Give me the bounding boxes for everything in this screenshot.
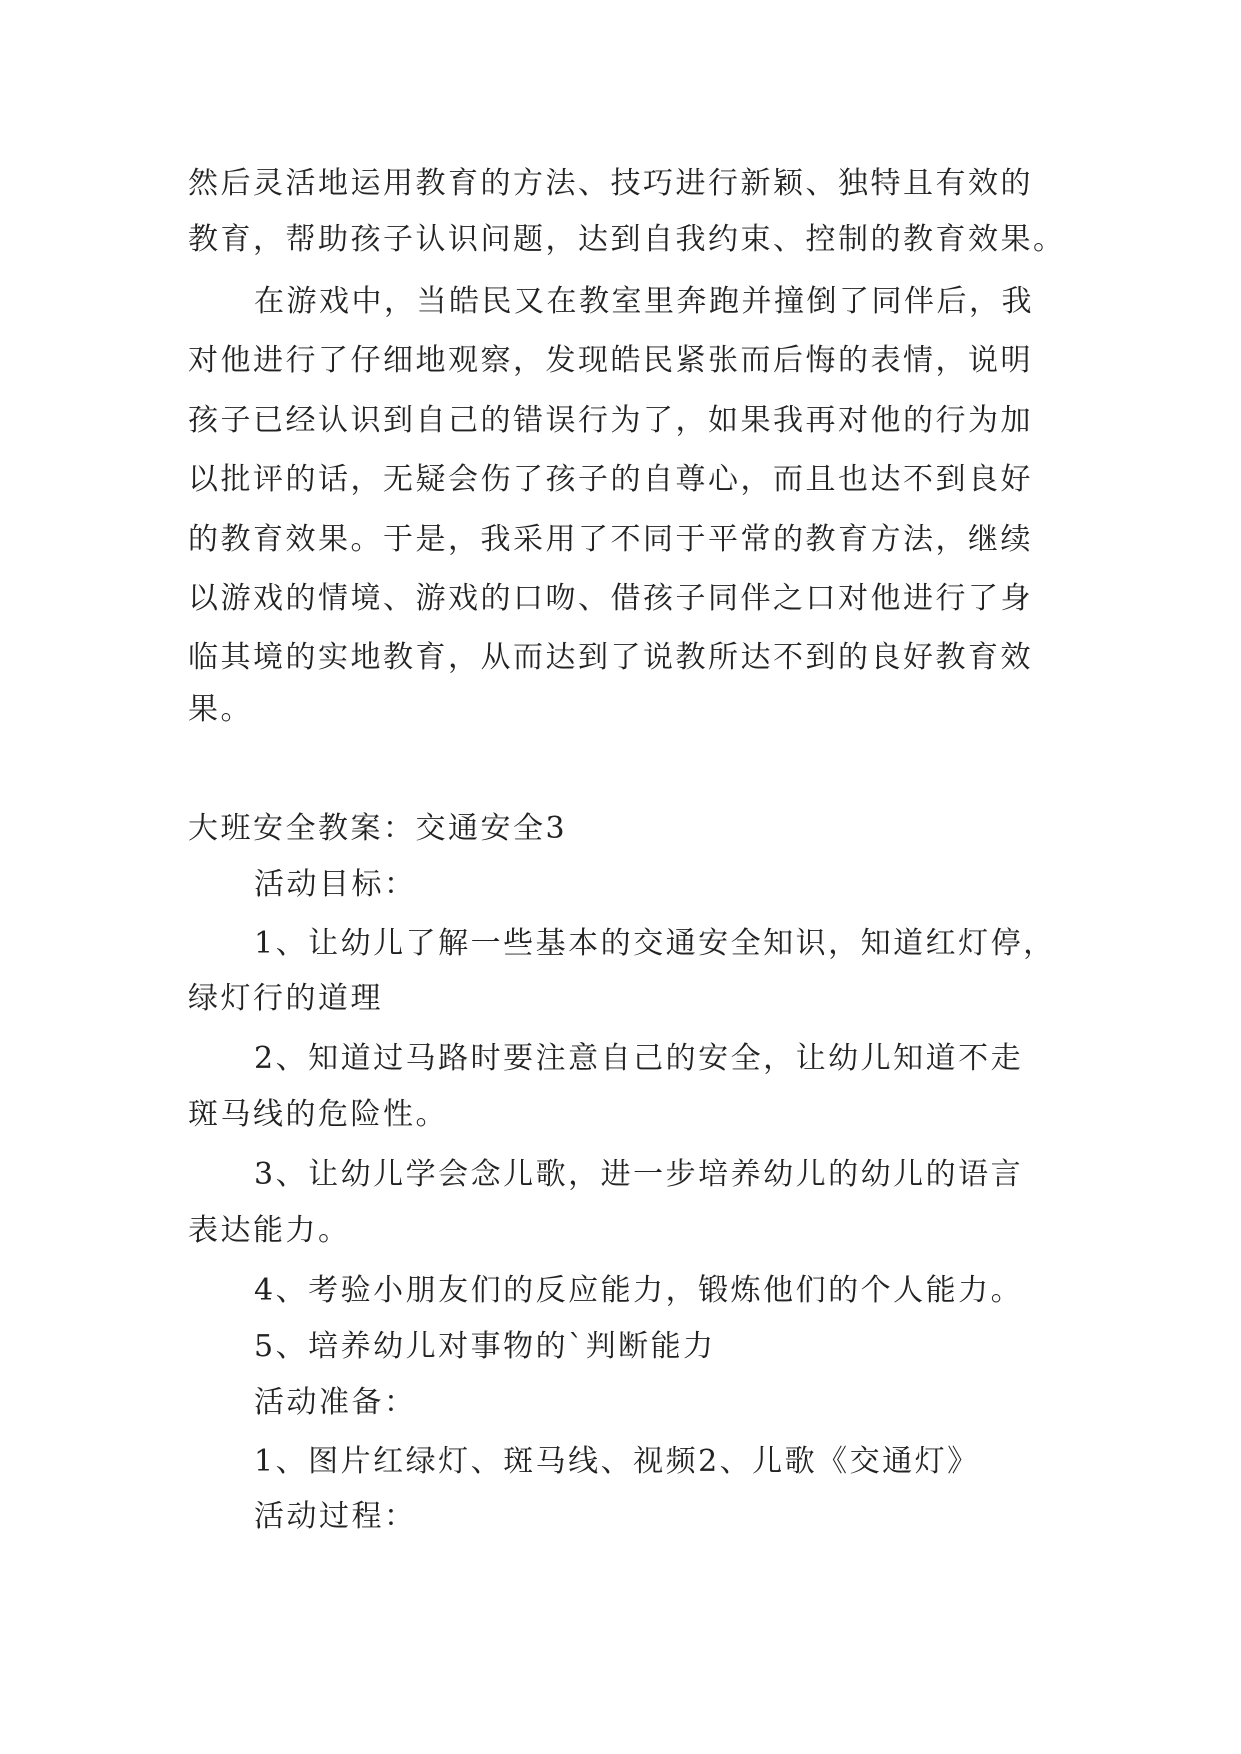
text-line: 临其境的实地教育，从而达到了说教所达不到的良好教育效: [188, 640, 1033, 675]
list-item: 5、培养幼儿对事物的`判断能力: [254, 1329, 716, 1364]
subheading-activity-process: 活动过程：: [254, 1499, 417, 1534]
list-item: 1、让幼儿了解一些基本的交通安全知识，知道红灯停，: [254, 926, 1056, 961]
text-line: 孩子已经认识到自己的错误行为了，如果我再对他的行为加: [188, 403, 1033, 438]
subheading-activity-preparation: 活动准备：: [254, 1385, 417, 1420]
text-line: 在游戏中，当皓民又在教室里奔跑并撞倒了同伴后，我: [254, 284, 1034, 319]
list-item-continuation: 绿灯行的道理: [188, 981, 383, 1016]
text-line: 教育，帮助孩子认识问题，达到自我约束、控制的教育效果。: [188, 222, 1066, 257]
list-item: 1、图片红绿灯、斑马线、视频2、儿歌《交通灯》: [254, 1444, 980, 1479]
section-heading: 大班安全教案：交通安全3: [188, 811, 568, 846]
text-line: 以批评的话，无疑会伤了孩子的自尊心，而且也达不到良好: [188, 462, 1033, 497]
text-line: 然后灵活地运用教育的方法、技巧进行新颖、独特且有效的: [188, 166, 1033, 201]
text-line: 果。: [188, 692, 253, 727]
text-line: 对他进行了仔细地观察，发现皓民紧张而后悔的表情，说明: [188, 343, 1033, 378]
list-item: 2、知道过马路时要注意自己的安全，让幼儿知道不走: [254, 1041, 1024, 1076]
list-item: 3、让幼儿学会念儿歌，进一步培养幼儿的幼儿的语言: [254, 1157, 1024, 1192]
list-item: 4、考验小朋友们的反应能力，锻炼他们的个人能力。: [254, 1273, 1024, 1308]
text-line: 的教育效果。于是，我采用了不同于平常的教育方法，继续: [188, 522, 1033, 557]
list-item-continuation: 斑马线的危险性。: [188, 1097, 448, 1132]
text-line: 以游戏的情境、游戏的口吻、借孩子同伴之口对他进行了身: [188, 581, 1033, 616]
subheading-activity-goals: 活动目标：: [254, 867, 417, 902]
list-item-continuation: 表达能力。: [188, 1213, 351, 1248]
